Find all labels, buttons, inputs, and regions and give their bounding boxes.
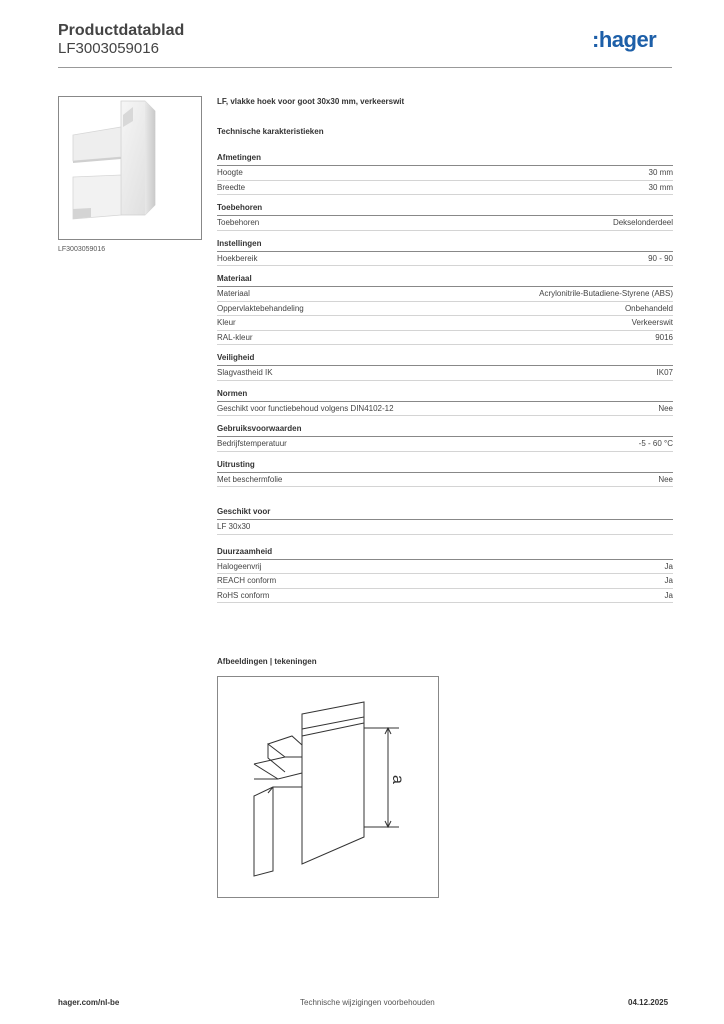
spec-value: 90 - 90 bbox=[648, 253, 673, 263]
spec-label: Met beschermfolie bbox=[217, 474, 283, 484]
spec-section bbox=[217, 507, 673, 535]
spec-row bbox=[217, 589, 673, 604]
spec-value: 30 mm bbox=[648, 168, 673, 177]
technical-drawing-image bbox=[218, 677, 438, 897]
spec-row bbox=[217, 366, 673, 381]
spec-value: Ja bbox=[664, 576, 673, 585]
spec-label: Materiaal bbox=[217, 289, 250, 298]
spec-label: REACH conform bbox=[217, 576, 277, 585]
spec-content bbox=[217, 97, 673, 611]
section-title: Veiligheid bbox=[217, 353, 673, 366]
drawing-title: Afbeeldingen | tekeningen bbox=[217, 657, 317, 666]
spec-row bbox=[217, 574, 673, 589]
spec-row bbox=[217, 302, 673, 317]
section-title: Normen bbox=[217, 389, 673, 402]
dimension-label: a bbox=[389, 775, 406, 784]
spec-label: Halogeenvrij bbox=[217, 561, 262, 571]
spec-row bbox=[217, 560, 673, 575]
spec-row bbox=[217, 316, 673, 331]
spec-row bbox=[217, 181, 673, 196]
spec-row bbox=[217, 473, 673, 488]
spec-row bbox=[217, 166, 673, 181]
spec-value: Nee bbox=[658, 403, 673, 413]
section-title: Materiaal bbox=[217, 274, 673, 287]
spec-label: Breedte bbox=[217, 182, 246, 192]
spec-label: LF 30x30 bbox=[217, 522, 251, 531]
section-title: Afmetingen bbox=[217, 153, 673, 166]
section-title: Uitrusting bbox=[217, 460, 673, 473]
spec-section bbox=[217, 547, 673, 604]
spec-value: 30 mm bbox=[648, 182, 673, 192]
spec-value: 9016 bbox=[655, 332, 673, 342]
spec-value: Dekselonderdeel bbox=[612, 218, 673, 227]
section-title: Gebruiksvoorwaarden bbox=[217, 424, 673, 437]
photo-caption: LF3003059016 bbox=[58, 246, 106, 253]
spec-label: RAL-kleur bbox=[217, 332, 253, 342]
spec-value: IK07 bbox=[656, 368, 673, 377]
spec-section bbox=[217, 460, 673, 488]
spec-label: Oppervlaktebehandeling bbox=[217, 303, 304, 313]
spec-row bbox=[217, 287, 673, 302]
header-divider bbox=[58, 67, 672, 68]
spec-label: Toebehoren bbox=[217, 218, 260, 227]
spec-label: Hoekbereik bbox=[217, 253, 258, 263]
spec-label: Bedrijfstemperatuur bbox=[217, 439, 287, 448]
spec-label: Slagvastheid IK bbox=[217, 368, 273, 377]
spec-section bbox=[217, 274, 673, 345]
spec-section bbox=[217, 389, 673, 417]
spec-value: Verkeerswit bbox=[631, 318, 673, 327]
durability-section bbox=[217, 547, 673, 604]
spec-row bbox=[217, 216, 673, 231]
technical-characteristics-title: Technische karakteristieken bbox=[217, 127, 324, 136]
spec-section bbox=[217, 239, 673, 267]
product-photo-image bbox=[59, 97, 201, 239]
technical-drawing bbox=[217, 676, 439, 898]
spec-value: Nee bbox=[658, 474, 673, 484]
page-title: Productdatablad bbox=[58, 22, 185, 39]
spec-value: Acrylonitrile-Butadiene-Styrene (ABS) bbox=[539, 289, 673, 298]
footer-notice: Technische wijzigingen voorbehouden bbox=[300, 998, 435, 1007]
spec-value: -5 - 60 °C bbox=[638, 439, 673, 448]
product-photo bbox=[58, 96, 202, 240]
spec-row bbox=[217, 520, 673, 535]
spec-value: Ja bbox=[664, 561, 673, 571]
hager-logo: :hager bbox=[592, 27, 657, 52]
spec-value: Ja bbox=[664, 590, 673, 600]
spec-label: Geschikt voor functiebehoud volgens DIN4102-12 bbox=[217, 403, 394, 413]
spec-row bbox=[217, 331, 673, 346]
spec-label: RoHS conform bbox=[217, 590, 270, 600]
spec-label: Kleur bbox=[217, 318, 236, 327]
footer-website[interactable]: hager.com/nl-be bbox=[58, 998, 120, 1007]
footer-date: 04.12.2025 bbox=[628, 998, 669, 1007]
section-title: Duurzaamheid bbox=[217, 547, 673, 560]
spec-row bbox=[217, 437, 673, 452]
product-code: LF3003059016 bbox=[58, 40, 159, 57]
spec-section bbox=[217, 203, 673, 231]
spec-section bbox=[217, 424, 673, 452]
spec-row bbox=[217, 252, 673, 267]
spec-section bbox=[217, 353, 673, 381]
suitable-section bbox=[217, 507, 673, 535]
section-title: Geschikt voor bbox=[217, 507, 673, 520]
spec-value: Onbehandeld bbox=[624, 303, 673, 313]
section-title: Instellingen bbox=[217, 239, 673, 252]
spec-label: Hoogte bbox=[217, 168, 243, 177]
spec-row bbox=[217, 402, 673, 417]
spec-section bbox=[217, 153, 673, 195]
spec-sections bbox=[217, 153, 673, 487]
product-title: LF, vlakke hoek voor goot 30x30 mm, verkeerswit bbox=[217, 97, 405, 106]
section-title: Toebehoren bbox=[217, 203, 673, 216]
